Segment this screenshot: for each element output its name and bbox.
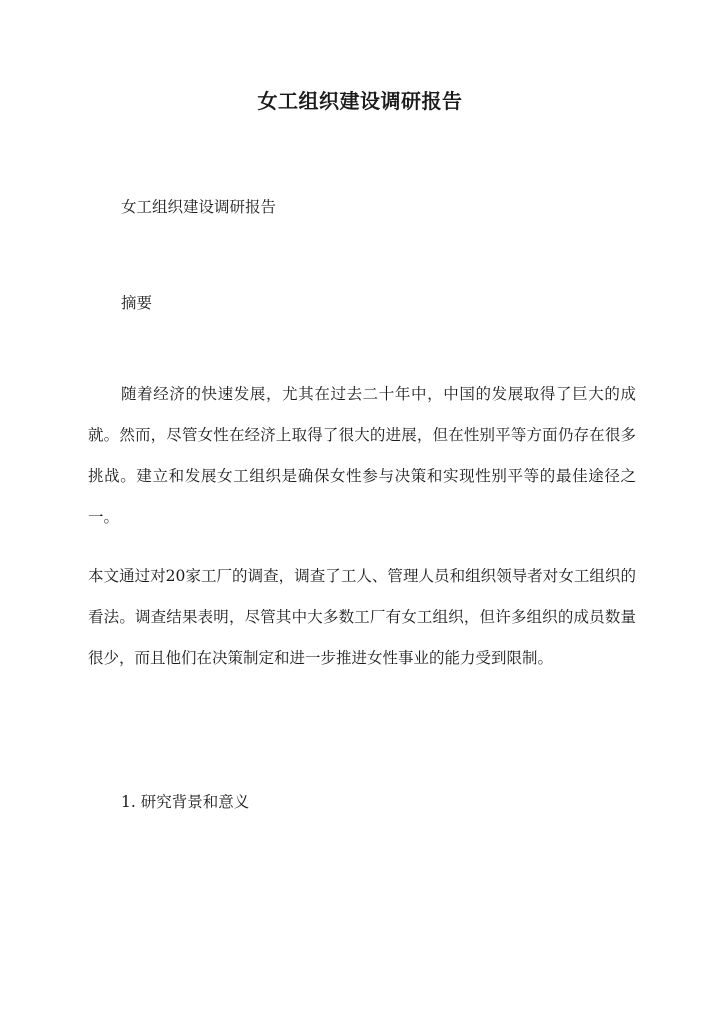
abstract-heading: 摘要 bbox=[121, 294, 153, 312]
document-title: 女工组织建设调研报告 bbox=[257, 89, 463, 113]
document-subtitle: 女工组织建设调研报告 bbox=[121, 198, 277, 216]
section-heading: 1. 研究背景和意义 bbox=[121, 793, 250, 811]
survey-paragraph: 本文通过对20家工厂的调查，调查了工人、管理人员和组织领导者对女工组织的看法。调查结果表明，尽管其中大多数工厂有女工组织，但许多组织的成员数量很少，而且他们在决策制定和进一步推进女性事业的能力受到限制。 bbox=[88, 567, 636, 667]
abstract-paragraph: 随着经济的快速发展，尤其在过去二十年中，中国的发展取得了巨大的成就。然而，尽管女性在经济上取得了很大的进展，但在性别平等方面仍存在很多挑战。建立和发展女工组织是确保女性参与决策和实现性别平等的最佳途径之一。 bbox=[88, 385, 636, 526]
